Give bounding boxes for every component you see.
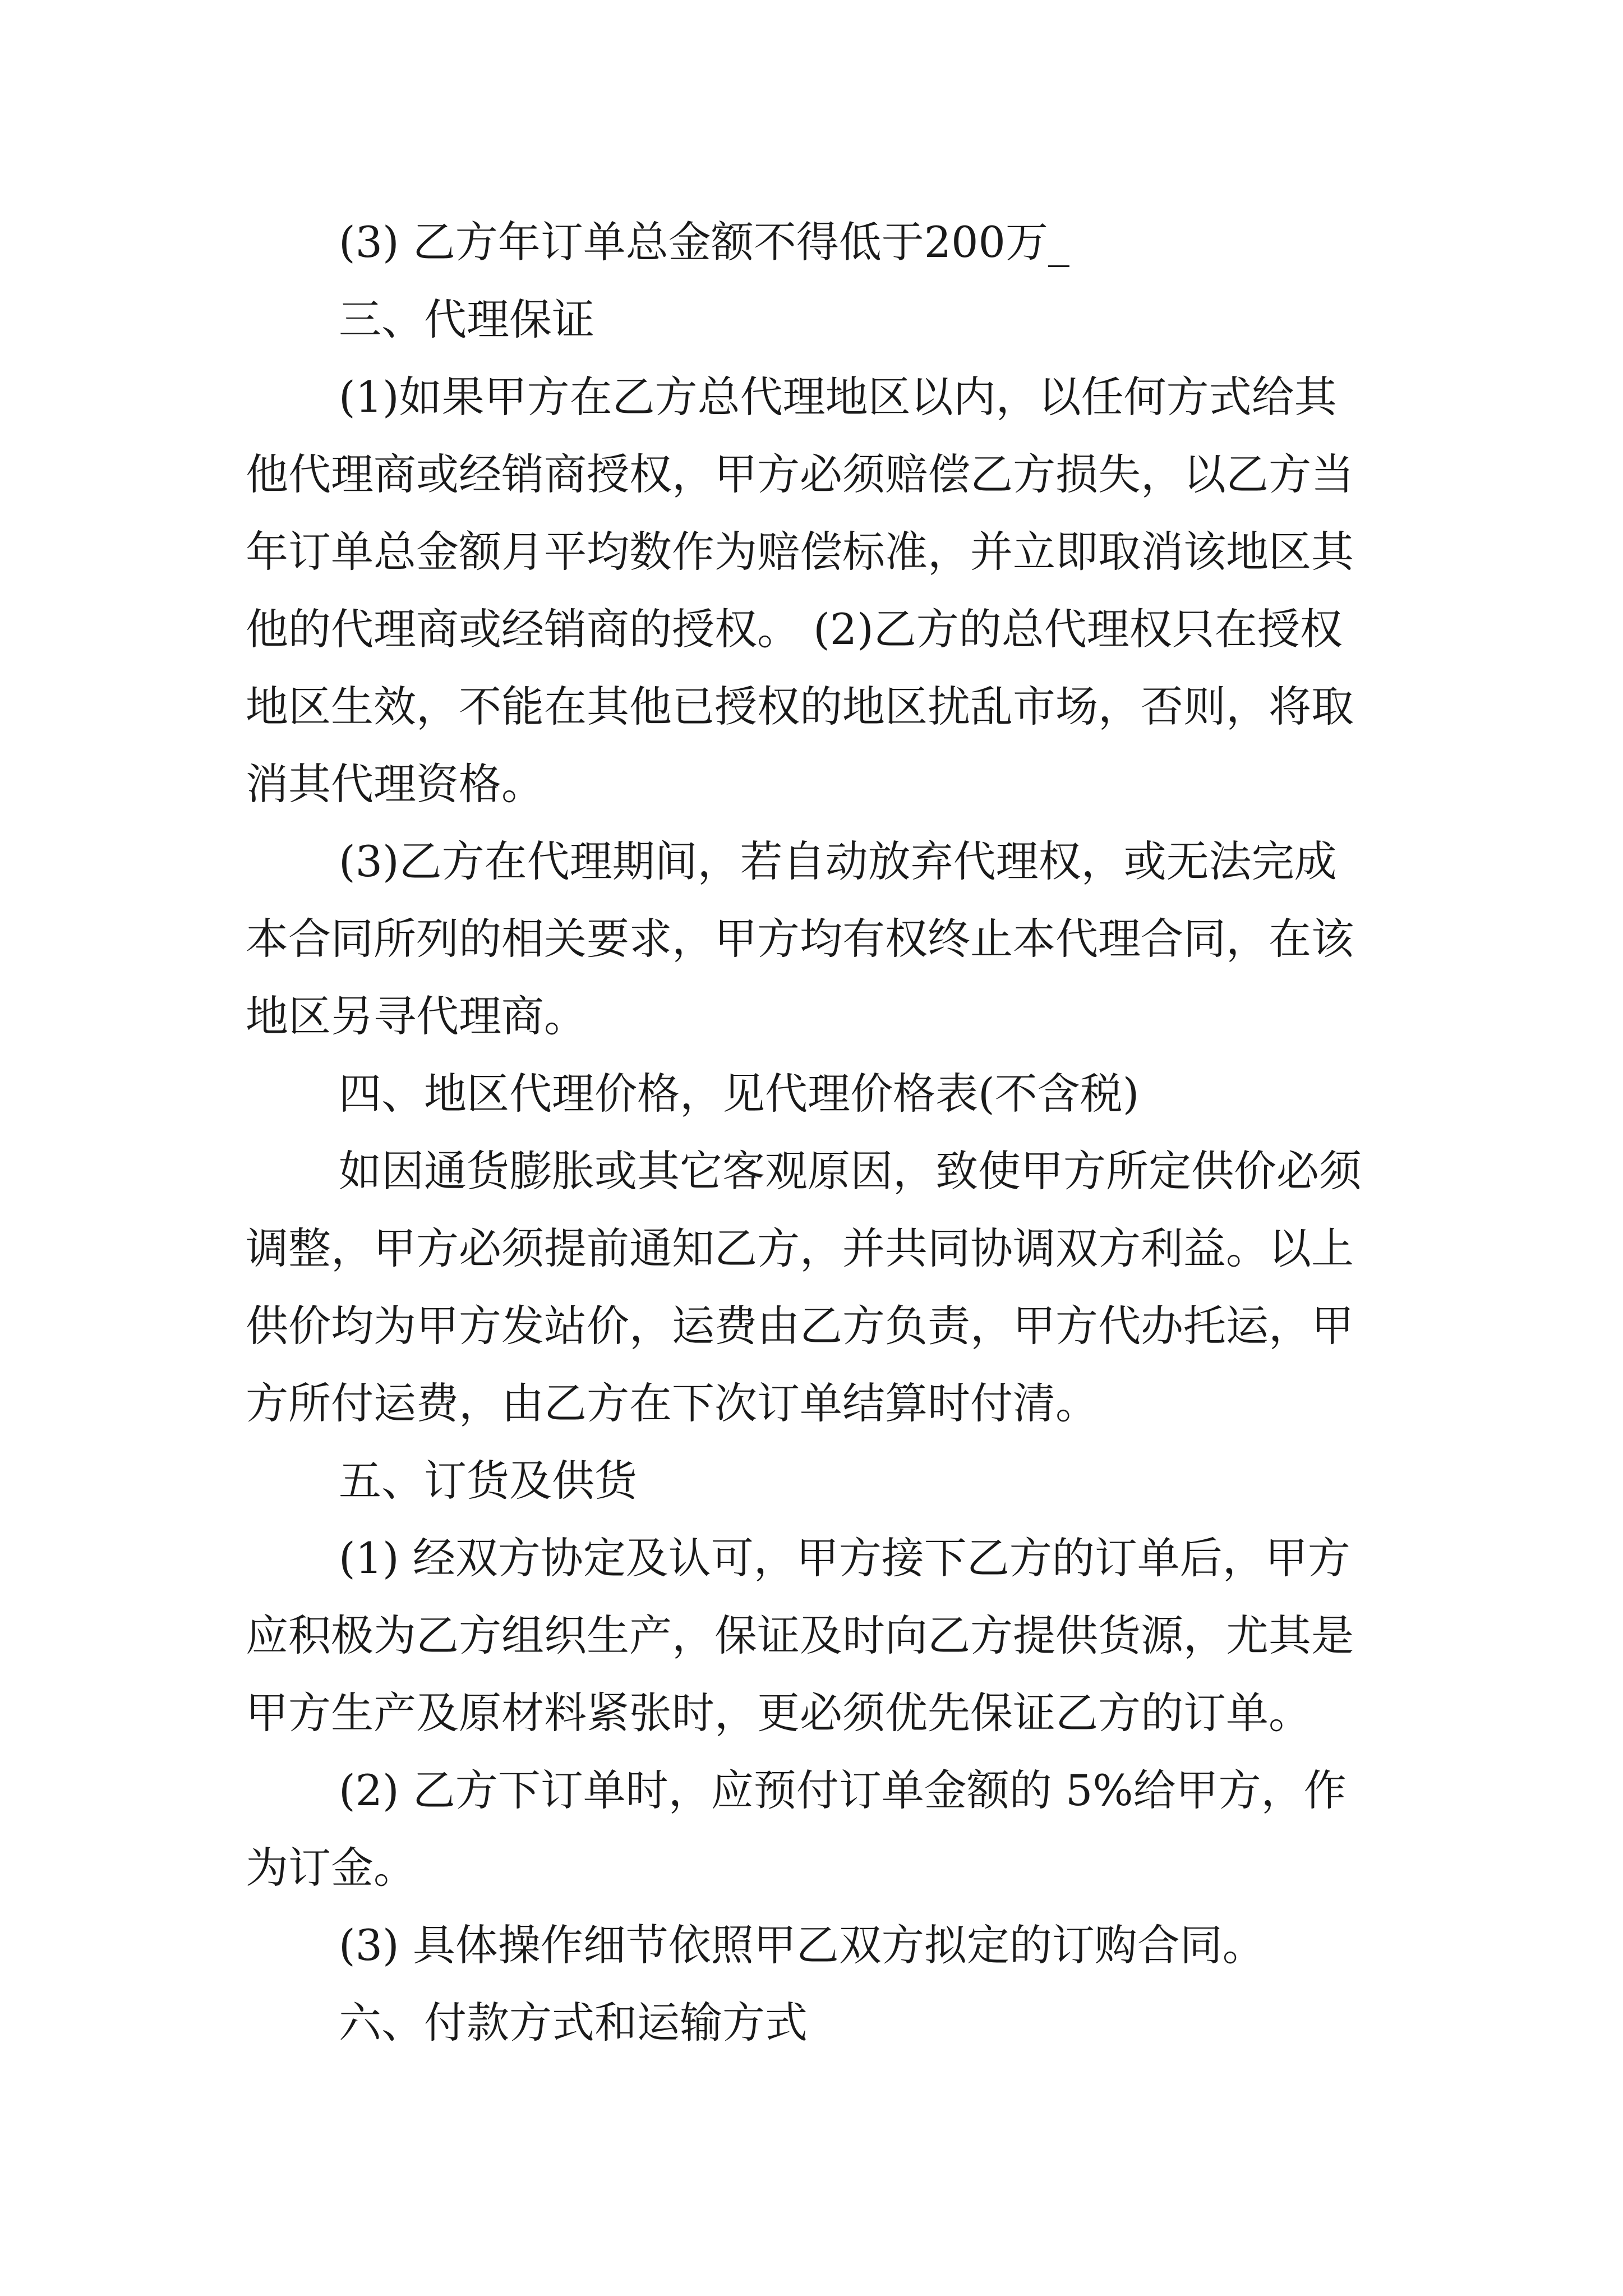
text-line: 甲方生产及原材料紧张时，更必须优先保证乙方的订单。	[246, 1688, 1311, 1738]
text-line: (3)乙方在代理期间，若自动放弃代理权，或无法完成	[339, 836, 1337, 886]
text-line: 供价均为甲方发站价，运费由乙方负责，甲方代办托运，甲	[246, 1301, 1354, 1351]
text-line: 如因通货膨胀或其它客观原因，致使甲方所定供价必须	[339, 1146, 1362, 1196]
text-line: 应积极为乙方组织生产，保证及时向乙方提供货源，尤其是	[246, 1611, 1354, 1660]
text-line: (2) 乙方下订单时，应预付订单金额的 5%给甲方，作	[339, 1765, 1347, 1815]
section-heading: 三、代理保证	[339, 295, 594, 344]
section-heading: 五、订货及供货	[339, 1456, 637, 1506]
text-line: 消其代理资格。	[246, 759, 544, 809]
text-line: (3) 具体操作细节依照甲乙双方拟定的订购合同。	[339, 1920, 1265, 1970]
text-line: 他的代理商或经销商的授权。 (2)乙方的总代理权只在授权	[246, 604, 1343, 654]
text-line: 地区另寻代理商。	[246, 991, 587, 1041]
text-line: 本合同所列的相关要求，甲方均有权终止本代理合同，在该	[246, 914, 1354, 964]
text-line: 他代理商或经销商授权，甲方必须赔偿乙方损失，以乙方当	[246, 449, 1354, 499]
text-line: (1) 经双方协定及认可，甲方接下乙方的订单后，甲方	[339, 1533, 1350, 1583]
text-line: 地区生效，不能在其他已授权的地区扰乱市场，否则，将取	[246, 682, 1354, 731]
text-line: 调整，甲方必须提前通知乙方，并共同协调双方利益。以上	[246, 1223, 1354, 1273]
text-line: (3) 乙方年订单总金额不得低于200万_	[339, 217, 1069, 267]
text-line: 年订单总金额月平均数作为赔偿标准，并立即取消该地区其	[246, 527, 1354, 577]
text-line: 方所付运费，由乙方在下次订单结算时付清。	[246, 1378, 1098, 1428]
text-line: 为订金。	[246, 1843, 416, 1893]
section-heading: 四、地区代理价格，见代理价格表(不含税)	[339, 1069, 1140, 1119]
text-line: (1)如果甲方在乙方总代理地区以内，以任何方式给其	[339, 372, 1337, 422]
section-heading: 六、付款方式和运输方式	[339, 1998, 808, 2047]
